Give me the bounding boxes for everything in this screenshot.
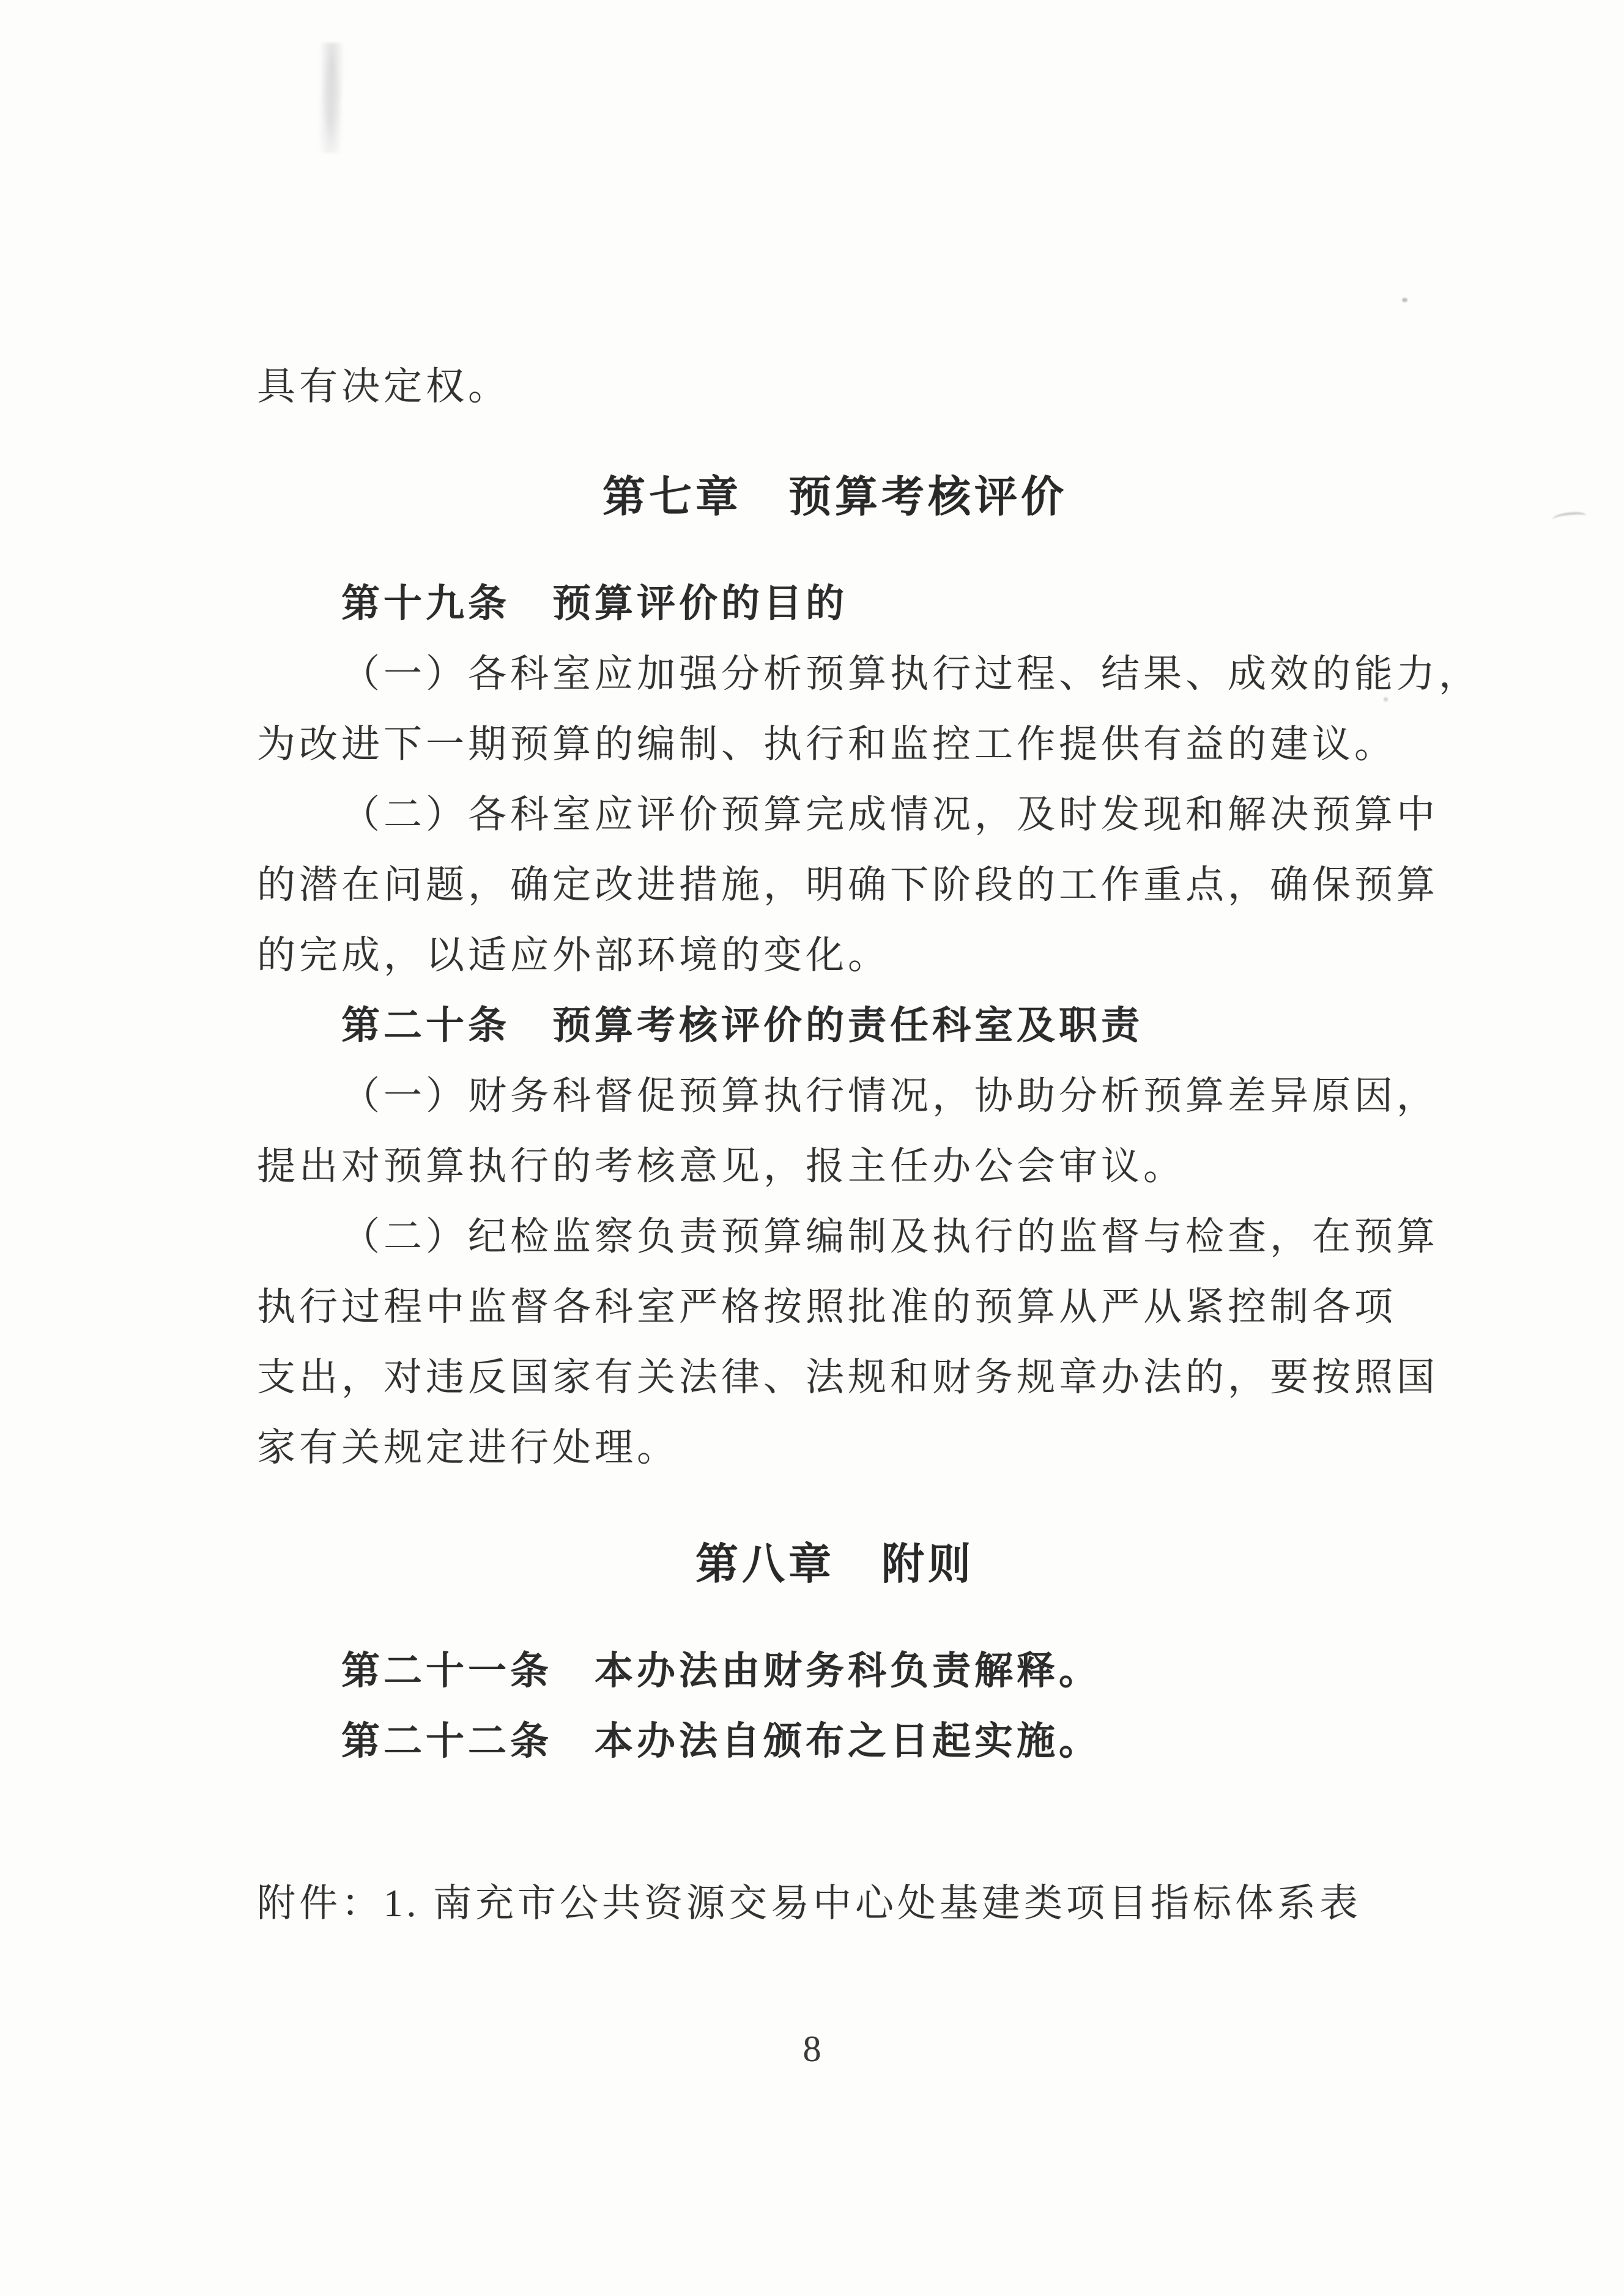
- article-20-item-2-line-1: （二）纪检监察负责预算编制及执行的监督与检查，在预算: [341, 1215, 1439, 1258]
- continuation-line: 具有决定权。: [257, 365, 510, 408]
- article-19-item-2-line-3: 的完成，以适应外部环境的变化。: [257, 934, 890, 977]
- article-19-item-2-line-2: 的潜在问题，确定改进措施，明确下阶段的工作重点，确保预算: [257, 864, 1439, 906]
- article-19-item-2-line-1: （二）各科室应评价预算完成情况，及时发现和解决预算中: [341, 793, 1439, 836]
- page-number: 8: [803, 2029, 821, 2069]
- article-20-item-1-line-2: 提出对预算执行的考核意见，报主任办公会审议。: [257, 1145, 1185, 1188]
- article-20-item-2-line-3: 支出，对违反国家有关法律、法规和财务规章办法的，要按照国: [257, 1356, 1439, 1399]
- article-20-item-2-line-2: 执行过程中监督各科室严格按照批准的预算从严从紧控制各项: [257, 1286, 1396, 1328]
- article-22-line: 第二十二条 本办法自颁布之日起实施。: [341, 1720, 1101, 1763]
- article-20-heading: 第二十条 预算考核评价的责任科室及职责: [341, 1004, 1143, 1047]
- scan-smudge: [318, 43, 346, 153]
- attachment-line: 附件：1. 南充市公共资源交易中心处基建类项目指标体系表: [257, 1882, 1362, 1925]
- article-20-item-2-line-4: 家有关规定进行处理。: [257, 1426, 679, 1469]
- scan-speck: [1402, 298, 1407, 302]
- article-19-heading: 第十九条 预算评价的目的: [341, 582, 848, 625]
- article-21-line: 第二十一条 本办法由财务科负责解释。: [341, 1650, 1101, 1692]
- chapter-8-heading: 第八章 附则: [695, 1540, 974, 1588]
- chapter-7-heading: 第七章 预算考核评价: [603, 473, 1067, 520]
- document-body: [257, 352, 1481, 1939]
- article-19-item-1-line-1: （一）各科室应加强分析预算执行过程、结果、成效的能力，: [341, 653, 1481, 695]
- article-19-item-1-line-2: 为改进下一期预算的编制、执行和监控工作提供有益的建议。: [257, 723, 1396, 766]
- article-20-item-1-line-1: （一）财务科督促预算执行情况，协助分析预算差异原因，: [341, 1075, 1439, 1117]
- scan-squiggle: [1552, 511, 1586, 525]
